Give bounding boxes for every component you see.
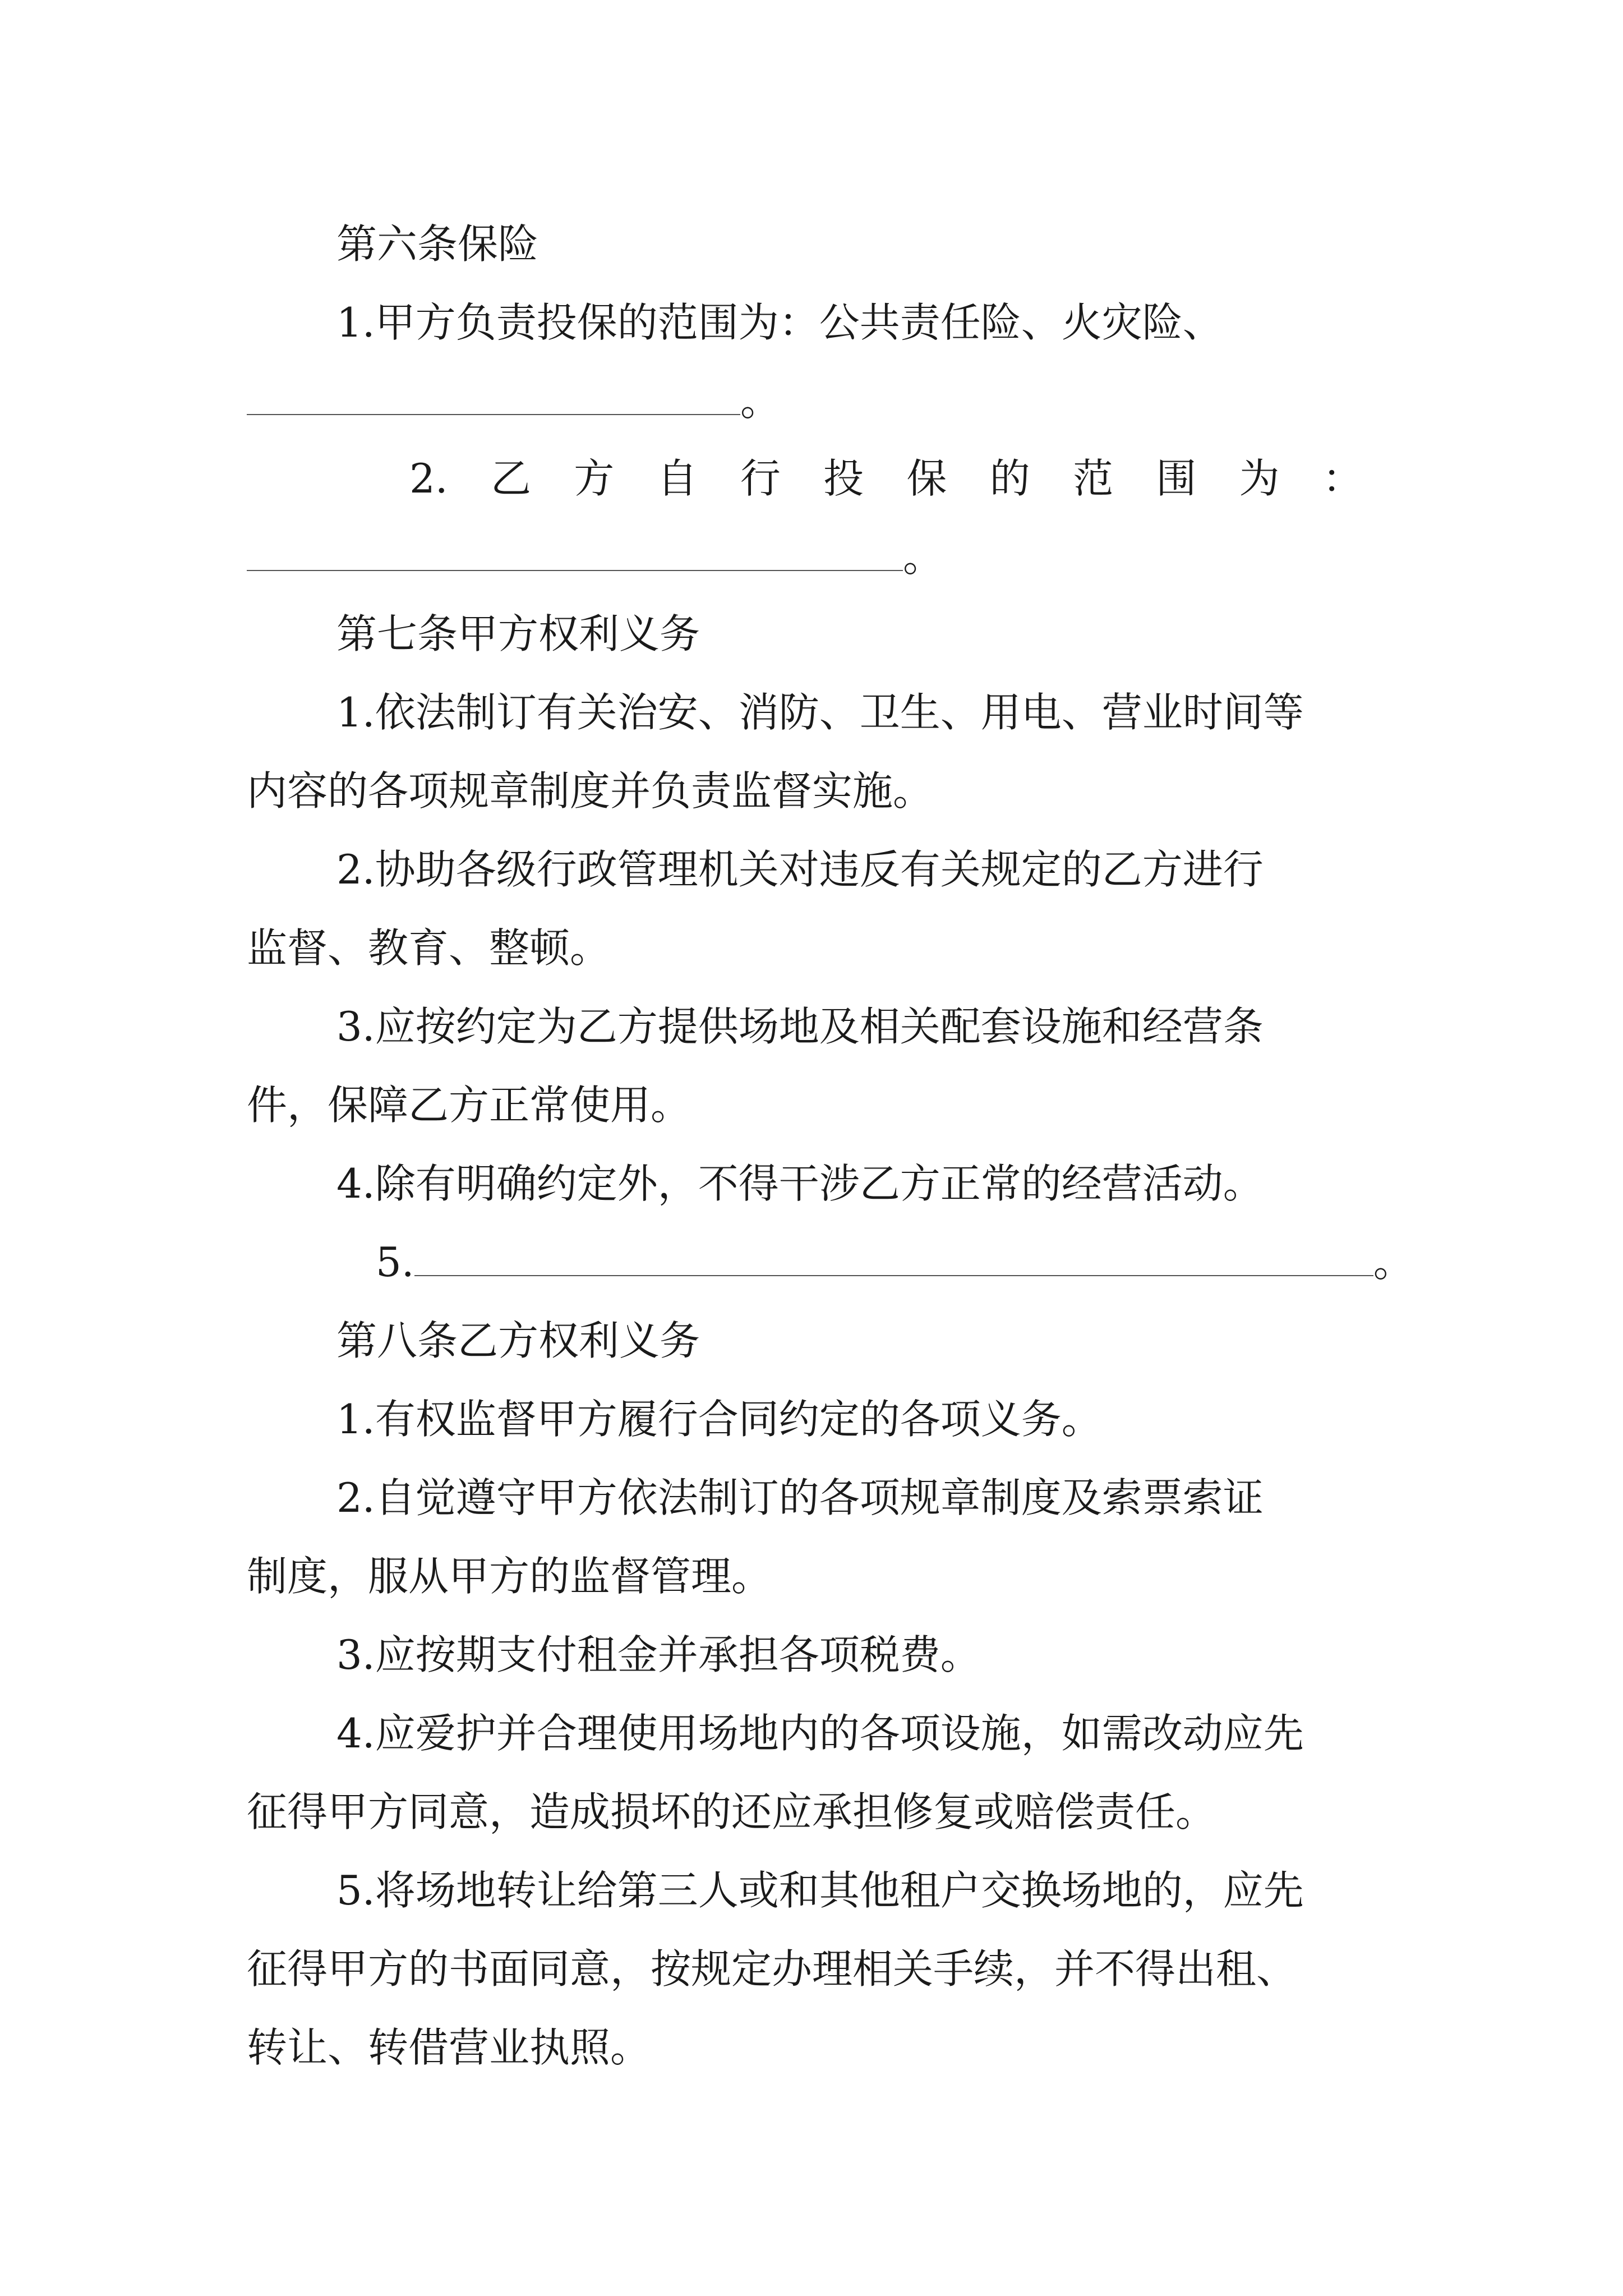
char: 方	[574, 455, 615, 502]
article7-item3-line2: 件，保障乙方正常使用。	[247, 1082, 691, 1129]
fill-in-blank	[247, 536, 903, 571]
article8-item5-line3: 转让、转借营业执照。	[247, 2024, 651, 2071]
article7-item2-line1: 2.协助各级行政管理机关对违反有关规定的乙方进行	[336, 846, 1264, 893]
article8-heading: 第八条乙方权利义务	[336, 1317, 700, 1364]
char: 行	[740, 455, 781, 502]
article8-item2-line1: 2.自觉遵守甲方依法制订的各项规章制度及索票索证	[336, 1474, 1264, 1521]
fill-in-blank	[247, 380, 740, 415]
item-number: 5.	[376, 1239, 414, 1286]
article6-item1-blank-row	[247, 376, 1391, 426]
article8-item5-line2: 征得甲方的书面同意，按规定办理相关手续，并不得出租、	[247, 1945, 1297, 1993]
article6-item1: 1.甲方负责投保的范围为：公共责任险、火灾险、	[336, 299, 1223, 346]
article7-item4: 4.除有明确约定外，不得干涉乙方正常的经营活动。	[336, 1160, 1264, 1207]
char: ：	[1322, 455, 1363, 502]
char: 乙	[490, 455, 531, 502]
article6-item2-blank-row	[247, 532, 1391, 582]
fill-in-blank	[414, 1241, 1373, 1276]
article8-item3: 3.应按期支付租金并承担各项税费。	[336, 1631, 981, 1678]
article8-item2-line2: 制度，服从甲方的监督管理。	[247, 1553, 772, 1600]
article6-item2	[409, 453, 1363, 504]
char: 的	[989, 455, 1030, 502]
sentence-end: 。	[1373, 1239, 1414, 1286]
article6-heading: 第六条保险	[336, 220, 539, 268]
char: 保	[906, 455, 947, 502]
article7-heading: 第七条甲方权利义务	[336, 610, 700, 657]
char: 为	[1239, 455, 1280, 502]
article8-item5-line1: 5.将场地转让给第三人或和其他租户交换场地的，应先	[336, 1867, 1304, 1914]
sentence-end: 。	[903, 533, 944, 581]
article7-item5	[376, 1237, 1441, 1287]
char: 2.	[409, 455, 448, 502]
char: 范	[1073, 455, 1114, 502]
sentence-end: 。	[740, 378, 781, 425]
article7-item2-line2: 监督、教育、整顿。	[247, 924, 611, 972]
char: 围	[1156, 455, 1197, 502]
article8-item1: 1.有权监督甲方履行合同约定的各项义务。	[336, 1396, 1102, 1443]
article7-item1-line2: 内容的各项规章制度并负责监督实施。	[247, 767, 934, 815]
article8-item4-line2: 征得甲方同意，造成损坏的还应承担修复或赔偿责任。	[247, 1788, 1216, 1835]
article8-item4-line1: 4.应爱护并合理使用场地内的各项设施，如需改动应先	[336, 1710, 1304, 1757]
char: 投	[823, 455, 864, 502]
article7-item3-line1: 3.应按约定为乙方提供场地及相关配套设施和经营条	[336, 1003, 1264, 1050]
article7-item1-line1: 1.依法制订有关治安、消防、卫生、用电、营业时间等	[336, 689, 1304, 736]
char: 自	[657, 455, 698, 502]
